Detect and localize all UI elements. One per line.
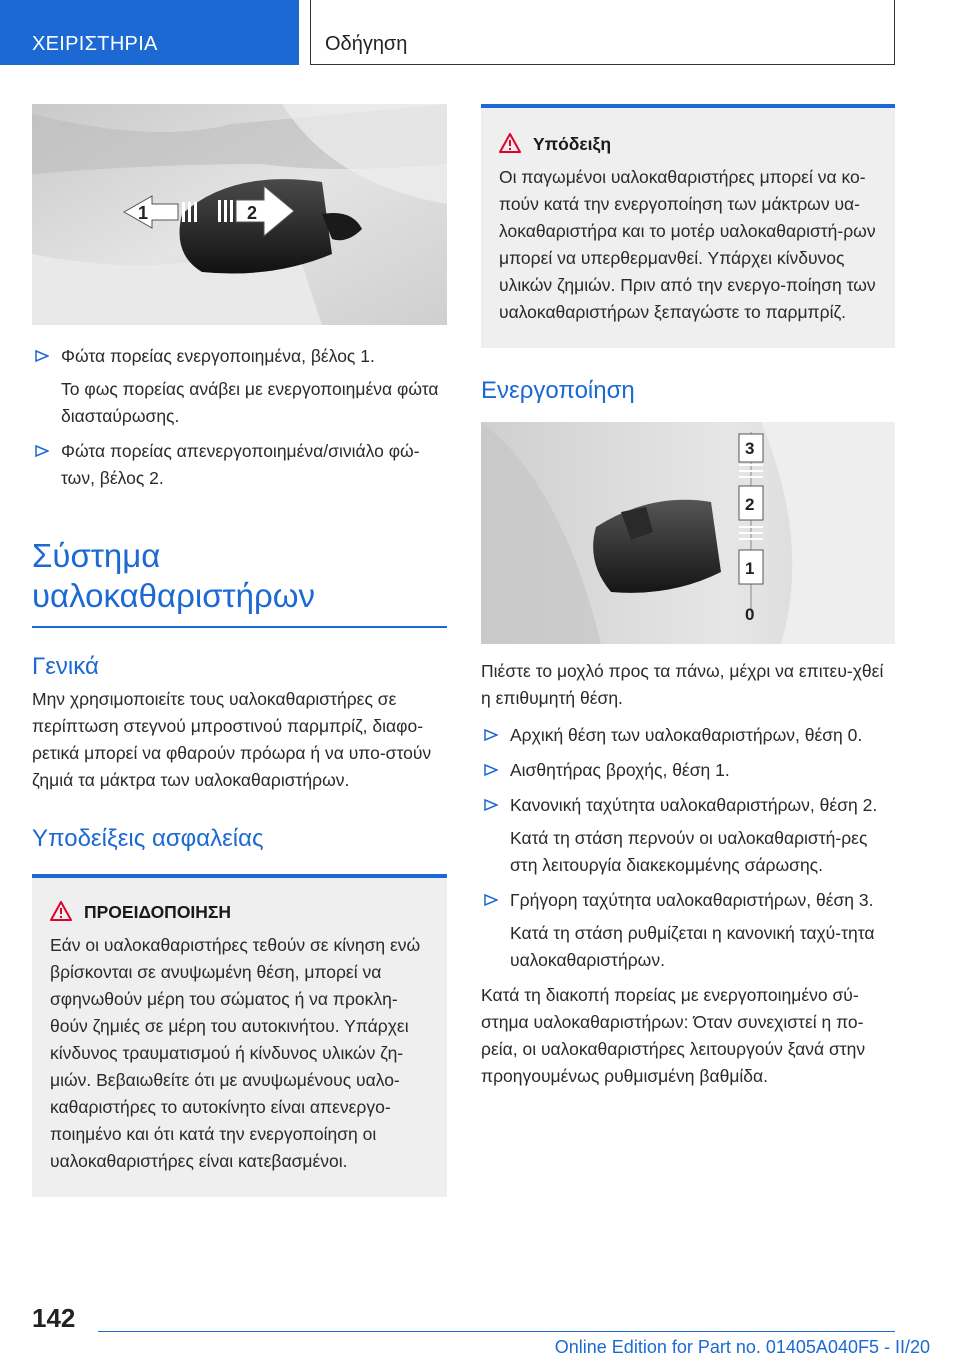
left-column [32, 104, 447, 1197]
triangle-bullet-icon [35, 349, 49, 363]
bullet-text: Φώτα πορείας ενεργοποιημένα, βέλος 1. [61, 346, 375, 366]
bullet-subtext: Κατά τη στάση περνούν οι υαλοκαθαριστή-ρες στη λειτουργία διακεκομμένης σάρωσης. [510, 828, 868, 875]
note-text: Οι παγωμένοι υαλοκαθαριστήρες μπορεί να κο-πούν κατά την ενεργοποίηση των μάκτρων υα-λοκαθαριστήρα και το μοτέρ υαλοκαθαριστή-ρων μπορεί να υπερθερμανθεί. Υπάρχει κίνδυνος υλικών ζημιών. Πριν από την ενεργο-ποίηση των υαλοκαθαριστήρων ξεπαγώστε το παρμπρίζ. [499, 167, 876, 322]
warning-title [50, 900, 429, 924]
fig2-label-3: 3 [745, 439, 755, 458]
section-title-line1: Σύστημα [32, 537, 161, 574]
activation-heading: Ενεργοποίηση [481, 377, 635, 404]
bullet-subtext: Κατά τη στάση ρυθμίζεται η κανονική ταχύ-τητα υαλοκαθαριστήρων. [510, 923, 875, 970]
bullet-text: Αισθητήρας βροχής, θέση 1. [510, 760, 730, 780]
note-title-text: Υπόδειξη [533, 134, 612, 154]
list-item [481, 722, 895, 749]
wiper-stalk-figure [481, 422, 895, 644]
section-header [310, 0, 895, 65]
chapter-label: ΧΕΙΡΙΣΤΗΡΙΑ [32, 33, 158, 55]
wiper-stalk-image [481, 422, 895, 644]
section-label: Οδήγηση [325, 33, 408, 55]
headlight-stalk-image [32, 104, 447, 325]
footer-rule [98, 1331, 895, 1332]
triangle-bullet-icon [484, 798, 498, 812]
triangle-bullet-icon [484, 728, 498, 742]
page-number: 142 [32, 1303, 76, 1333]
fig2-label-2: 2 [745, 495, 755, 514]
section-title-line2: υαλοκαθαριστήρων [32, 577, 315, 614]
general-paragraph: Μην χρησιμοποιείτε τους υαλοκαθαριστήρες σε περίπτωση στεγνού μπροστινού παρμπρίζ, διαφο-ρετικά μπορεί να φθαρούν πρόωρα ή να υπο-στούν ζημιά τα μάκτρα των υαλοκαθαριστήρων. [32, 689, 432, 790]
fig1-label-2: 2 [247, 203, 258, 223]
list-item [481, 757, 895, 784]
edition-footer: Online Edition for Part no. 01405A040F5 - II/20 [554, 1337, 930, 1357]
triangle-bullet-icon [484, 763, 498, 777]
fig1-label-1: 1 [138, 203, 149, 223]
closing-paragraph: Κατά τη διακοπή πορείας με ενεργοποιημένο σύ-στημα υαλοκαθαριστήρων: Όταν συνεχιστεί η πο-ρεία, οι υαλοκαθαριστήρες λειτουργούν ξανά στην προηγουμένως ρυθμισμένη βαθμίδα. [481, 985, 866, 1086]
list-item [32, 343, 447, 370]
triangle-bullet-icon [484, 893, 498, 907]
bullet-text: Γρήγορη ταχύτητα υαλοκαθαριστήρων, θέση 3. [510, 890, 874, 910]
triangle-bullet-icon [35, 444, 49, 458]
chapter-tab [0, 0, 299, 65]
warning-box [32, 874, 447, 1197]
list-item [481, 792, 895, 819]
note-box [481, 104, 895, 348]
bullet-text: Κανονική ταχύτητα υαλοκαθαριστήρων, θέση 2. [510, 795, 878, 815]
warning-triangle-icon [50, 901, 72, 921]
section-title [32, 536, 447, 616]
fig2-label-1: 1 [745, 559, 755, 578]
note-triangle-icon [499, 133, 521, 153]
activation-intro: Πιέστε το μοχλό προς τα πάνω, μέχρι να επιτευ-χθεί η επιθυμητή θέση. [481, 661, 884, 708]
bullet-text: Αρχική θέση των υαλοκαθαριστήρων, θέση 0. [510, 725, 863, 745]
bullet-subtext: Το φως πορείας ανάβει με ενεργοποιημένα φώτα διασταύρωσης. [61, 379, 439, 426]
right-column [481, 104, 895, 1090]
list-item [32, 438, 447, 492]
fig2-label-0: 0 [745, 605, 755, 624]
general-heading: Γενικά [32, 653, 99, 680]
headlight-stalk-figure [32, 104, 447, 325]
list-item [481, 887, 895, 914]
warning-text: Εάν οι υαλοκαθαριστήρες τεθούν σε κίνηση ενώ βρίσκονται σε ανυψωμένη θέση, μπορεί να σφηνωθούν μέρη του σώματος ή να προκλη-θούν ζημιές σε μέρη του αυτοκινήτου. Υπάρχει κίνδυνος τραυματισμού ή κίνδυνος υλικών ζη-μιών. Βεβαιωθείτε ότι με ανυψωμένους υαλο-καθαριστήρες το αυτοκίνητο είναι απενεργο-ποιημένο και ότι κατά την ενεργοποίηση οι υαλοκαθαριστήρες είναι κατεβασμένοι. [50, 935, 421, 1171]
warning-title-text: ΠΡΟΕΙΔΟΠΟΙΗΣΗ [84, 902, 232, 922]
note-title [499, 132, 877, 156]
bullet-text: Φώτα πορείας απενεργοποιημένα/σινιάλο φώ-των, βέλος 2. [61, 441, 420, 488]
safety-heading: Υποδείξεις ασφαλείας [32, 825, 264, 852]
